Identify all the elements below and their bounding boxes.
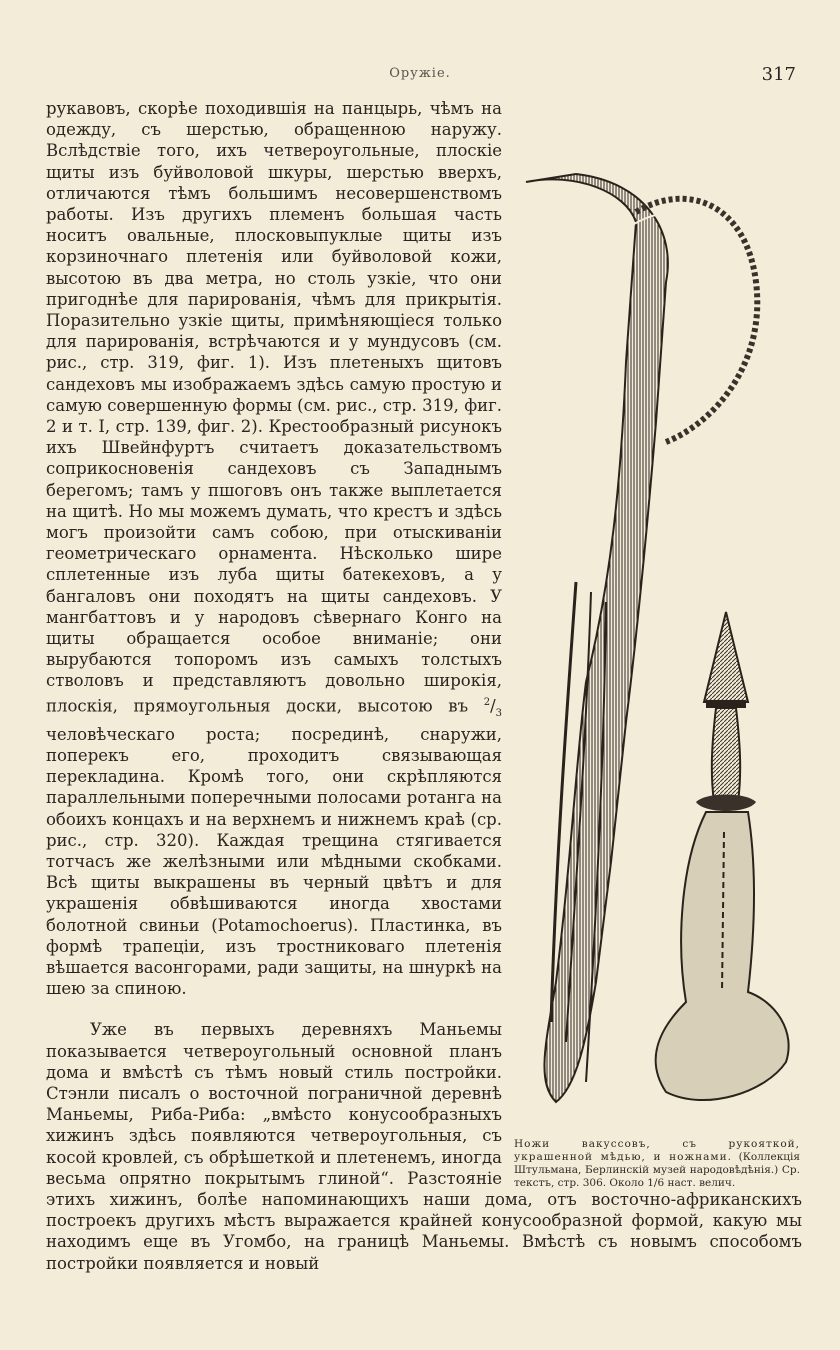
figure-caption (514, 1138, 800, 1190)
knife-illustration (516, 162, 806, 1202)
knife (656, 612, 789, 1100)
caption-text: (Коллекція Штульмана, Берлинскій музей народовѣдѣнія.) Ср. текстъ, стр. 306. Около 1/6 наст. велич. (514, 1151, 800, 1189)
fraction-numerator: 2 (483, 696, 491, 708)
paragraph-2: Уже въ первыхъ деревняхъ Маньемы показывается четвероугольный основной планъ дома и вмѣстѣ съ тѣмъ новый стиль постройки. Стэнли писалъ о восточной пограничной деревнѣ Маньемы, Риба-Риба: „вмѣсто конусообразныхъ хижинъ здѣсь появляются четвероугольныя, съ косой кровлей, съ обрѣшеткой и плетенемъ, иногда весьма опрятно покрытымъ глиной“. Разстояніе этихъ хижинъ, болѣе напоминающихъ наши дома, отъ восточно-африканскихъ построекъ другихъ мѣстъ выражается крайней конусообразной формой, какую мы находимъ еще въ Угомбо, на границѣ Маньемы. Вмѣстѣ съ новымъ способомъ постройки появляется и новый (46, 1020, 802, 1273)
running-head (0, 64, 840, 88)
page-number: 317 (761, 64, 796, 85)
running-title: Оружіе. (389, 66, 451, 81)
knife-engraving (516, 162, 806, 1122)
fraction-denominator: 3 (495, 707, 502, 719)
paragraph-1: рукавовъ, скорѣе походившія на панцырь, чѣмъ на одежду, съ шерстью, обращенною наружу. Вслѣдствіе того, ихъ четвероугольные, плоскіе щиты изъ буйволовой шкуры, шерстью вверхъ, отличаются тѣмъ большимъ несовершенствомъ работы. Изъ другихъ племенъ большая часть носитъ овальные, плосковыпуклые щиты изъ корзиночнаго плетенія или буйволовой кожи, высотою въ два метра, но столь узкіе, что они пригоднѣе для парированія, чѣмъ для прикрытія. Поразительно узкіе щиты, примѣняющіеся только для парированія, встрѣчаются и у мундусовъ (см. рис., стр. 319, фиг. 1). Изъ плетеныхъ щитовъ сандеховъ мы изображаемъ здѣсь самую простую и самую совершенную формы (см. рис., стр. 319, фиг. 2 и т. I, стр. 139, фиг. 2). Крестообразный рисунокъ ихъ Швейнфуртъ считаетъ доказательствомъ соприкосновенія сандеховъ съ Западнымъ берегомъ; тамъ у пшоговъ онъ также выплетается на щитѣ. Но мы можемъ думать, что крестъ и здѣсь могъ произойти самъ собою, при отыскиваніи геометрическаго орнамента. Нѣсколько шире сплетенные изъ луба щиты батекеховъ, а у бангаловъ они походятъ на щиты сандеховъ. У мангбаттовъ и у народовъ сѣвернаго Конго на щиты обращается особое вниманіе; они вырубаются топоромъ изъ самыхъ толстыхъ стволовъ и представляютъ довольно широкія, плоскія, прямоугольныя доски, высотою въ $^2/_3$ человѣческаго роста; посрединѣ, снаружи, поперекъ его, проходитъ связывающая перекладина. Кромѣ того, они скрѣпляются параллельными поперечными полосами ротанга на обоихъ концахъ и на верхнемъ и нижнемъ краѣ (ср. рис., стр. 320). Каждая трещина стягивается тотчасъ же желѣзными или мѣдными скобками. Всѣ щиты выкрашены въ черный цвѣтъ и для украшенія обвѣшиваются иногда хвостами болотной свиньи (Potamochoerus). Пластинка, въ формѣ трапеціи, изъ тростниковаго плетенія вѣшается васонгорами, ради защиты, на шнуркѣ на шею за спиною. (46, 99, 502, 999)
caption-title: Ножи вакуссовъ, съ рукояткой, украшенной мѣдью, и ножнами. (514, 1138, 800, 1163)
